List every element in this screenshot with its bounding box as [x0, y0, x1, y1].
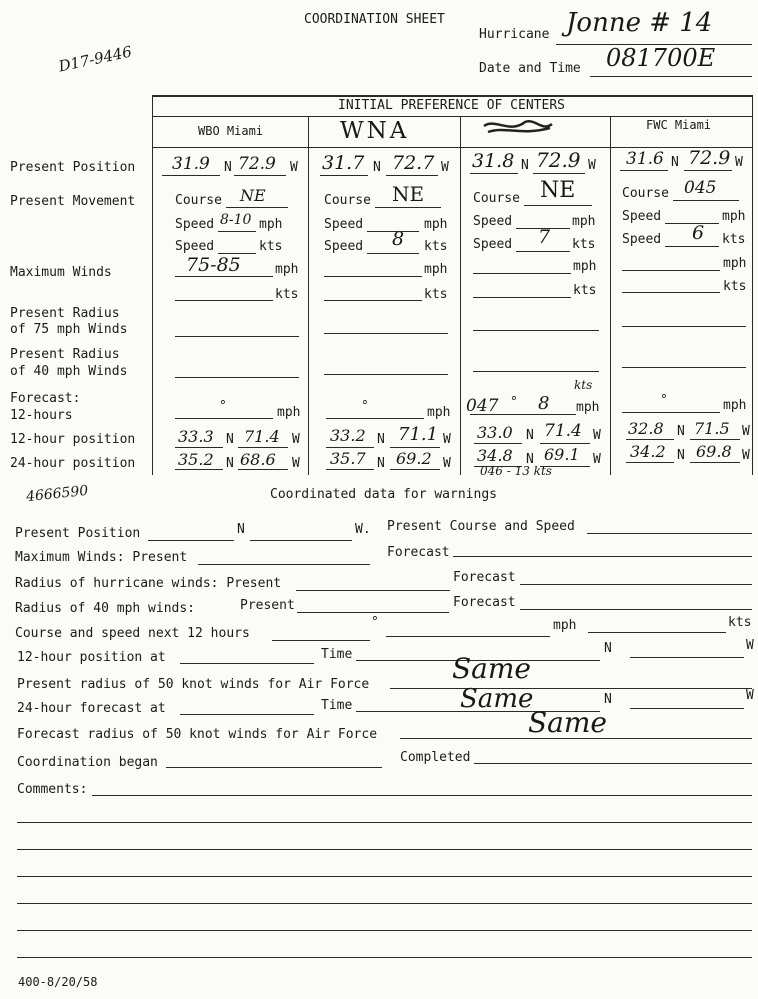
c3-p12-lon: 71.4	[544, 421, 582, 441]
c2-lat: 31.7	[322, 152, 365, 174]
page-title: COORDINATION SHEET	[304, 12, 445, 27]
c3-p24-note: 046 - 13 kts	[480, 464, 552, 478]
n-label: N	[377, 456, 385, 471]
mph-label: mph	[259, 217, 283, 232]
c3-lat: 31.8	[472, 150, 515, 172]
c3-forecast-course: 047	[466, 396, 499, 416]
course-speed-12-label: Course and speed next 12 hours	[15, 626, 250, 641]
c1-lat: 31.9	[172, 154, 210, 174]
c1-p24-lon: 68.6	[240, 450, 276, 469]
kts-label: kts	[722, 232, 746, 247]
w-label: W	[746, 688, 754, 703]
column-header: WBO Miami	[198, 124, 264, 138]
n-label: N	[226, 432, 234, 447]
w-label: W	[593, 428, 601, 443]
c2-p12-lon: 71.1	[398, 424, 439, 445]
deg-label: °	[660, 393, 668, 408]
hurricane-name: Jonne # 14	[566, 8, 713, 38]
kts-label: kts	[723, 279, 747, 294]
w-label: W	[441, 160, 449, 175]
n-label: N	[526, 452, 534, 467]
date-time-value: 081700E	[606, 44, 716, 72]
warnings-title: Coordinated data for warnings	[270, 487, 497, 502]
c1-max-winds: 75-85	[186, 254, 241, 276]
row-label-forecast-b: 12-hours	[10, 408, 73, 423]
n-label: N	[226, 456, 234, 471]
c4-lon: 72.9	[688, 147, 731, 169]
n-label: N	[373, 160, 381, 175]
c3-forecast-unit: kts	[574, 378, 593, 392]
n-label: N	[521, 158, 529, 173]
c2-lon: 72.7	[392, 152, 435, 174]
present-position-label: Present Position	[15, 526, 141, 541]
present-label: Present	[240, 598, 295, 613]
row-label-position: Present Position	[10, 160, 136, 175]
n-label: N	[677, 424, 685, 439]
coord-began-label: Coordination began	[17, 755, 158, 770]
c1-p24-lat: 35.2	[178, 450, 214, 469]
date-time-label: Date and Time	[479, 61, 581, 76]
column-header-scribble	[480, 116, 555, 138]
c4-p12-lat: 32.8	[628, 419, 664, 438]
c3-forecast-speed: 8	[538, 393, 550, 414]
w-label: W	[742, 424, 750, 439]
time-label: Time	[321, 698, 353, 713]
kts-label: kts	[728, 615, 752, 630]
row-label-movement: Present Movement	[10, 194, 136, 209]
n-label: N	[526, 428, 534, 443]
w-label: W.	[355, 522, 371, 537]
table-title: INITIAL PREFERENCE OF CENTERS	[338, 98, 565, 113]
n-label: N	[671, 155, 679, 170]
mph-label: mph	[572, 214, 596, 229]
row-label-pos12: 12-hour position	[10, 432, 136, 447]
speed-label: Speed	[473, 214, 513, 229]
mph-label: mph	[553, 618, 577, 633]
c3-p24-lon: 69.1	[544, 445, 580, 464]
c3-lon: 72.9	[536, 148, 581, 172]
c1-p12-lat: 33.3	[178, 427, 214, 446]
speed-label: Speed	[622, 209, 662, 224]
n-label: N	[604, 692, 612, 707]
mph-label: mph	[427, 405, 451, 420]
mph-label: mph	[723, 398, 747, 413]
c2-p24-lon: 69.2	[396, 449, 432, 468]
c4-p24-lon: 69.8	[696, 442, 732, 461]
kts-label: kts	[573, 283, 597, 298]
forecast-label: Forecast	[453, 595, 516, 610]
c3-p24-lat: 34.8	[477, 446, 513, 465]
c1-speed-mph: 8-10	[220, 212, 252, 228]
comments-label: Comments:	[17, 782, 88, 797]
c4-p12-lon: 71.5	[694, 419, 730, 438]
radius50-af-label: Present radius of 50 knot winds for Air Force	[17, 677, 370, 692]
mph-label: mph	[723, 256, 747, 271]
c4-lat: 31.6	[626, 149, 664, 169]
row-label-radius75-b: of 75 mph Winds	[10, 322, 128, 337]
forecast-radius50-label: Forecast radius of 50 knot winds for Air Force	[17, 727, 378, 742]
c1-course: NE	[240, 186, 266, 205]
n-label: N	[237, 522, 245, 537]
row-label-radius40: Present Radius	[10, 347, 120, 362]
n-label: N	[604, 641, 612, 656]
w-label: W	[290, 160, 298, 175]
mph-label: mph	[722, 209, 746, 224]
c3-p12-lat: 33.0	[477, 423, 513, 442]
max-winds-present-label: Maximum Winds: Present	[15, 550, 188, 565]
time-label: Time	[321, 647, 353, 662]
course-label: Course	[622, 186, 669, 201]
c2-course: NE	[392, 182, 425, 206]
w-label: W	[746, 638, 754, 653]
row-label-max-winds: Maximum Winds	[10, 265, 112, 280]
c3-speed-kts: 7	[538, 226, 551, 248]
speed-label: Speed	[473, 237, 513, 252]
w-label: W	[588, 158, 596, 173]
forecast-label: Forecast	[453, 570, 516, 585]
c4-speed-kts: 6	[692, 222, 705, 244]
c4-p24-lat: 34.2	[630, 442, 666, 461]
hurricane-label: Hurricane	[479, 27, 550, 42]
mph-label: mph	[576, 400, 600, 415]
column-header: FWC Miami	[646, 118, 712, 132]
kts-label: kts	[424, 239, 448, 254]
form-number: 400-8/20/58	[18, 975, 98, 989]
w-label: W	[292, 456, 300, 471]
speed-label: Speed	[324, 217, 364, 232]
course-label: Course	[175, 193, 222, 208]
c1-p12-lon: 71.4	[244, 427, 280, 446]
mph-label: mph	[275, 262, 299, 277]
file-number: D17-9446	[56, 42, 134, 76]
radius-hurricane-label: Radius of hurricane winds: Present	[15, 576, 282, 591]
radius50-af-value: Same	[452, 652, 531, 685]
speed-label: Speed	[175, 239, 215, 254]
c2-p24-lat: 35.7	[330, 449, 366, 468]
kts-label: kts	[424, 287, 448, 302]
kts-label: kts	[572, 237, 596, 252]
pos12-label: 12-hour position at	[17, 650, 166, 665]
deg-label: °	[510, 395, 518, 410]
w-label: W	[735, 155, 743, 170]
c4-course: 045	[684, 178, 717, 198]
present-course-speed-label: Present Course and Speed	[387, 519, 575, 534]
deg-label: °	[219, 399, 227, 414]
row-label-radius40-b: of 40 mph Winds	[10, 364, 128, 379]
completed-label: Completed	[400, 750, 471, 765]
row-label-radius75: Present Radius	[10, 306, 120, 321]
mph-label: mph	[277, 405, 301, 420]
n-label: N	[224, 160, 232, 175]
w-label: W	[593, 452, 601, 467]
n-label: N	[377, 432, 385, 447]
deg-label: °	[371, 615, 379, 630]
forecast24-value: Same	[460, 684, 534, 714]
margin-note: 4666590	[25, 482, 90, 506]
radius-40-label: Radius of 40 mph winds:	[15, 601, 196, 616]
mph-label: mph	[424, 217, 448, 232]
mph-label: mph	[573, 259, 597, 274]
w-label: W	[443, 456, 451, 471]
row-label-forecast: Forecast:	[10, 391, 81, 406]
kts-label: kts	[259, 239, 283, 254]
deg-label: °	[361, 399, 369, 414]
w-label: W	[742, 448, 750, 463]
forecast-radius50-value: Same	[528, 706, 607, 739]
c2-speed-kts: 8	[392, 228, 405, 250]
mph-label: mph	[424, 262, 448, 277]
n-label: N	[677, 448, 685, 463]
speed-label: Speed	[622, 232, 662, 247]
c2-p12-lat: 33.2	[330, 426, 366, 445]
w-label: W	[292, 432, 300, 447]
speed-label: Speed	[175, 217, 215, 232]
c1-lon: 72.9	[238, 154, 276, 174]
c3-course: NE	[540, 178, 576, 203]
course-label: Course	[473, 191, 520, 206]
course-label: Course	[324, 193, 371, 208]
kts-label: kts	[275, 287, 299, 302]
forecast-label: Forecast	[387, 545, 450, 560]
row-label-pos24: 24-hour position	[10, 456, 136, 471]
speed-label: Speed	[324, 239, 364, 254]
w-label: W	[443, 432, 451, 447]
column-header: WNA	[340, 118, 410, 144]
forecast24-label: 24-hour forecast at	[17, 701, 166, 716]
